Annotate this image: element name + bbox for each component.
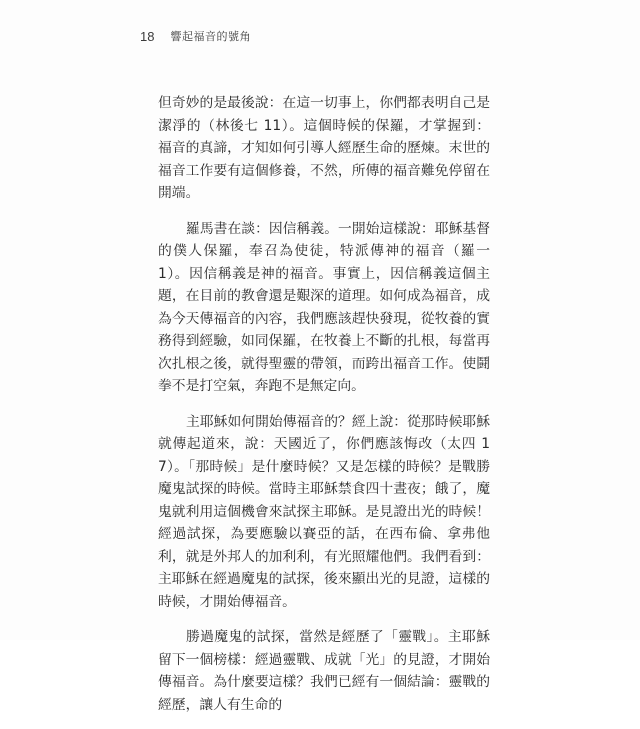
running-header	[140, 27, 251, 45]
book-title: 響起福音的號角	[170, 30, 251, 43]
paragraph-1: 但奇妙的是最後說：在這一切事上，你們都表明自己是潔淨的（林後七 11）。這個時候的保羅，才掌握到：福音的真諦，才知如何引導人經歷生命的歷煉。末世的福音工作要有這個修養，不然，所傳的福音難免停留在開端。	[158, 95, 490, 201]
paragraph-3: 主耶穌如何開始傳福音的？經上說：從那時候耶穌就傳起道來，說：天國近了，你們應該悔改（太四 17）。「那時候」是什麼時候？又是怎樣的時候？是戰勝魔鬼試探的時候。當時主耶穌禁食四十晝夜；餓了，魔鬼就利用這個機會來試探主耶穌。是見證出光的時候！經過試探，為要應驗以賽亞的話，在西布倫、拿弗他利，就是外邦人的加利利，有光照耀他們。我們看到：主耶穌在經過魔鬼的試探，後來顯出光的見證，這樣的時候，才開始傳福音。	[158, 413, 490, 610]
paragraph-2: 羅馬書在談：因信稱義。一開始這樣說：耶穌基督的僕人保羅，奉召為使徒，特派傳神的福音（羅一 1）。因信稱義是神的福音。事實上，因信稱義這個主題，在目前的教會還是艱深的道理。如何成為福音，成為今天傳福音的內容，我們應該趕快發現，從牧養的實務得到經驗，如同保羅，在牧養上不斷的扎根，每當再次扎根之後，就得聖靈的帶領，而跨出福音工作。使鬪拳不是打空氣，奔跑不是無定向。	[158, 220, 490, 394]
page-body	[158, 92, 490, 729]
paragraph-4: 勝過魔鬼的試探，當然是經歷了「靈戰」。主耶穌留下一個榜樣：經過靈戰、成就「光」的見證，才開始傳福音。為什麼要這樣？我們已經有一個結論：靈戰的經歷，讓人有生命的	[158, 629, 490, 713]
page-number: 18	[140, 28, 155, 44]
